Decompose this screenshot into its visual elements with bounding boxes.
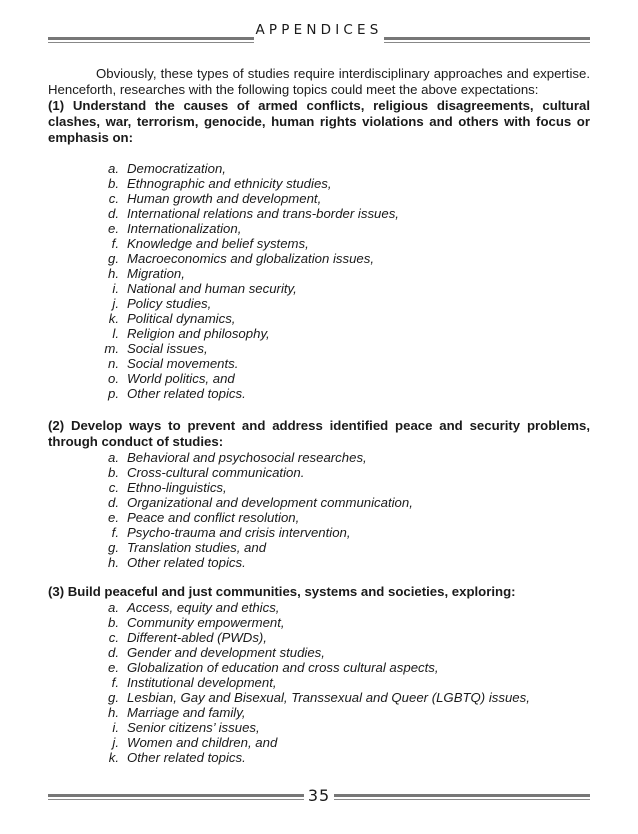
list-item: h. Migration, — [108, 266, 185, 281]
page-header — [48, 22, 590, 42]
list-item: g. Translation studies, and — [108, 540, 267, 555]
page-number: 35 — [307, 786, 331, 805]
section-3-list — [48, 600, 590, 765]
list-item: b. Ethnographic and ethnicity studies, — [108, 176, 332, 191]
section-2-list — [48, 450, 590, 570]
page-footer — [48, 786, 590, 808]
list-item: g. Lesbian, Gay and Bisexual, Transsexual and Queer (LGBTQ) issues, — [108, 690, 530, 705]
list-item: h. Marriage and family, — [108, 705, 246, 720]
list-item: c. Ethno-linguistics, — [108, 480, 227, 495]
list-item: g. Macroeconomics and globalization issues, — [108, 251, 375, 266]
list-item: c. Different-abled (PWDs), — [108, 630, 267, 645]
list-item: m. Social issues, — [104, 341, 208, 356]
list-item: a. Democratization, — [108, 161, 226, 176]
list-item: j. Policy studies, — [112, 296, 212, 311]
section-1-heading: (1) Understand the causes of armed conflicts, religious disagreements, cultural clashes, war, terrorism, genocide, human rights violations and others with focus or emphasis on: — [48, 98, 590, 145]
list-item: l. Religion and philosophy, — [112, 326, 270, 341]
list-item: f. Psycho-trauma and crisis intervention, — [111, 525, 351, 540]
list-item: c. Human growth and development, — [108, 191, 322, 206]
list-item: i. National and human security, — [112, 281, 297, 296]
header-rule-right — [384, 37, 590, 43]
list-item: e. Internationalization, — [108, 221, 242, 236]
list-item: j. Women and children, and — [112, 735, 278, 750]
list-item: p. Other related topics. — [108, 386, 246, 401]
list-item: k. Political dynamics, — [108, 311, 236, 326]
list-item: f. Knowledge and belief systems, — [111, 236, 309, 251]
list-item: f. Institutional development, — [111, 675, 277, 690]
list-item: d. Organizational and development communication, — [108, 495, 413, 510]
list-item: i. Senior citizens’ issues, — [112, 720, 260, 735]
section-2-heading: (2) Develop ways to prevent and address identified peace and security problems, through conduct of studies: — [48, 418, 590, 449]
list-item: b. Cross-cultural communication. — [108, 465, 305, 480]
section-3-heading: (3) Build peaceful and just communities, systems and societies, exploring: — [48, 584, 516, 599]
list-item: a. Behavioral and psychosocial researches, — [108, 450, 367, 465]
section-1-list — [48, 161, 590, 401]
list-item: d. International relations and trans-border issues, — [108, 206, 399, 221]
page-content — [48, 66, 590, 765]
list-item: b. Community empowerment, — [108, 615, 285, 630]
list-item: e. Peace and conflict resolution, — [108, 510, 300, 525]
list-item: e. Globalization of education and cross cultural aspects, — [108, 660, 439, 675]
list-item: o. World politics, and — [108, 371, 235, 386]
list-item: a. Access, equity and ethics, — [108, 600, 280, 615]
list-item: h. Other related topics. — [108, 555, 246, 570]
intro-paragraph: Obviously, these types of studies require interdisciplinary approaches and expertise. Henceforth, researches with the following topics could meet the above expectations: — [48, 66, 590, 97]
list-item: n. Social movements. — [108, 356, 239, 371]
list-item: k. Other related topics. — [108, 750, 246, 765]
list-item: d. Gender and development studies, — [108, 645, 325, 660]
footer-rule-right — [334, 794, 590, 800]
header-title: APPENDICES — [255, 22, 383, 38]
